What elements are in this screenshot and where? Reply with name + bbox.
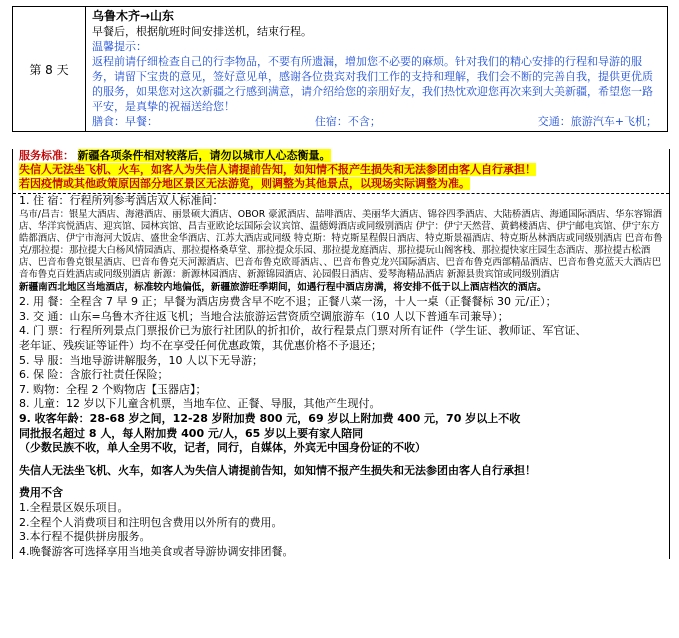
route-title: 乌鲁木齐→山东 bbox=[92, 9, 175, 23]
exclusions-title: 费用不含 bbox=[19, 486, 63, 500]
service-items bbox=[13, 194, 669, 559]
service-label: 服务标准： bbox=[19, 149, 74, 162]
xinjiang-hotel-note: 新疆南西北地区当地酒店，标准较内地偏低，新疆旅游旺季期间，如遇行程中酒店房满，将安排不低于以上酒店档次的酒店。 bbox=[19, 281, 547, 293]
service-header bbox=[13, 149, 669, 163]
transport-info: 交通：旅游汽车+飞机； bbox=[537, 115, 657, 128]
day-label: 第 8 天 bbox=[13, 7, 86, 132]
exclusion-4: 4.晚餐游客可选择享用当地美食或者导游协调安排团餐。 bbox=[19, 544, 294, 558]
stay-info: 住宿：不含； bbox=[314, 115, 381, 128]
shopping-item: 7. 购物：全程 2 个购物店【玉器店】； bbox=[19, 382, 207, 396]
exclusion-3: 3.本行程不提供拼房服务。 bbox=[19, 530, 151, 544]
tip-text: 返程前请仔细检查自己的行李物品，不要有所遗漏，增加您不必要的麻烦。针对我们的精心安排的行程和导游的服务，请留下宝贵的意见，签好意见单，感谢各位贵宾对我们工作的支持和理解，我们会不断的完善自我，提供更优质的服务，如果您对这次新疆之行感到满意，请介绍给您的亲朋好友，我们热忱欢迎您再次来到大美新疆，希望您一路平安，是真挚的祝福送给您！ bbox=[92, 55, 653, 113]
child-item: 8. 儿童：12 岁以下儿童含机票，当地车位、正餐、导服，其他产生现付。 bbox=[19, 397, 381, 411]
tip-title: 温馨提示： bbox=[92, 40, 147, 53]
meal-item: 2. 用 餐：全程含 7 早 9 正；早餐为酒店房费含早不吃不退；正餐八菜一汤，十人一桌（正餐餐标 30 元/正）； bbox=[19, 295, 557, 309]
age-item: 9. 收客年龄：28-68 岁之间，12-28 岁附加费 800 元，69 岁以上附加费 400 元，70 岁以上不收 bbox=[19, 411, 521, 425]
exclusion-1: 1.全程景区娱乐项目。 bbox=[19, 500, 129, 514]
service-notice: 若因疫情或其他政策原因部分地区景区无法游览，则调整为其他景点，以现场实际调整为准。 bbox=[19, 177, 470, 190]
exclusion-2: 2.全程个人消费项目和注明包含费用以外所有的费用。 bbox=[19, 515, 283, 529]
group-surcharge: 同批报名超过 8 人，每人附加费 400 元/人，65 岁以上要有家人陪同 bbox=[19, 426, 364, 440]
hotel-list: 乌市/昌吉：银星大酒店、海港酒店、丽景硕大酒店、OBOR 豪派酒店、喆啡酒店、美丽华大酒店、锦谷四季酒店、大陆桥酒店、海通国际酒店、华东容锦酒店、华洋宾悦酒店、迎宾馆、园林宾馆、昌吉亚欧论坛国际会议宾馆、温德姆酒店或同级别酒店 伊宁：伊宁天然营、黄鹤楼酒店、伊宁邮电宾馆、伊宁东方皓都酒店、伊宁市海河大饭店、盛世金华酒店、江苏大酒店或同级 特克斯：特克斯星程假日酒店、特克斯景福酒店、特克斯丛林酒店或同级别酒店 巴音布鲁克/那拉提：那拉提大白杨风情园酒店、那拉提格桑草堂、那拉提众乐园、那拉提龙庭酒店、那拉提玩山阁客栈、那拉提快家庄园生态酒店、那拉提古松酒店、巴音布鲁克银星酒店、巴音布鲁克天河源酒店、巴音布鲁克欧哥酒店、、巴音布鲁克龙兴国际酒店、巴音布鲁克西部精品酒店、巴音布鲁克蓝天大酒店巴音布鲁克百姓酒店或同级别酒店 新源：新源林园酒店、新源锦园酒店、沁园假日酒店、爱琴海精品酒店 新源县贵宾馆或同级别酒店 bbox=[19, 208, 663, 280]
guide-item: 5. 导 服：当地导游讲解服务，10 人以下无导游； bbox=[19, 353, 263, 367]
insurance-item: 6. 保 险：含旅行社责任保险； bbox=[19, 368, 169, 382]
ticket-item-line1: 4. 门 票：行程所列景点门票报价已为旅行社团队的折扣价，故行程景点门票对所有证件（学生证、教师证、军官证、 bbox=[19, 324, 587, 338]
service-notice-row bbox=[13, 177, 669, 191]
traffic-item: 3. 交 通：山东=乌鲁木齐往返飞机；当地合法旅游运营资质空调旅游车（10 人以下普通车司兼导）； bbox=[19, 309, 509, 323]
service-standard-note: 新疆各项条件相对较落后，请勿以城市人心态衡量。 bbox=[77, 149, 331, 162]
day-info-row bbox=[92, 114, 661, 129]
meals-info: 膳食：早餐： bbox=[92, 115, 158, 128]
service-section bbox=[12, 149, 670, 559]
stay-title: 1. 住 宿：行程所列参考酒店双人标准间： bbox=[19, 194, 224, 207]
ticket-item-line2: 老年证、残疾证等证件）均不在享受任何优惠政策，其优惠价格不予退还； bbox=[19, 338, 382, 352]
day-content bbox=[86, 7, 668, 132]
service-warning-row bbox=[13, 163, 669, 177]
day-8-table bbox=[12, 6, 668, 132]
reject-note: （少数民族不收，单人全男不收，记者，同行，自媒体，外宾无中国身份证的不收） bbox=[19, 441, 426, 455]
day-description: 早餐后，根据航班时间安排送机，结束行程。 bbox=[92, 25, 312, 38]
service-warning: 失信人无法坐飞机、火车，如客人为失信人请提前告知，如知情不报产生损失和无法参团由客人自行承担！ bbox=[19, 163, 536, 176]
warning-repeat: 失信人无法坐飞机、火车，如客人为失信人请提前告知，如知情不报产生损失和无法参团由客人自行承担！ bbox=[19, 463, 536, 477]
